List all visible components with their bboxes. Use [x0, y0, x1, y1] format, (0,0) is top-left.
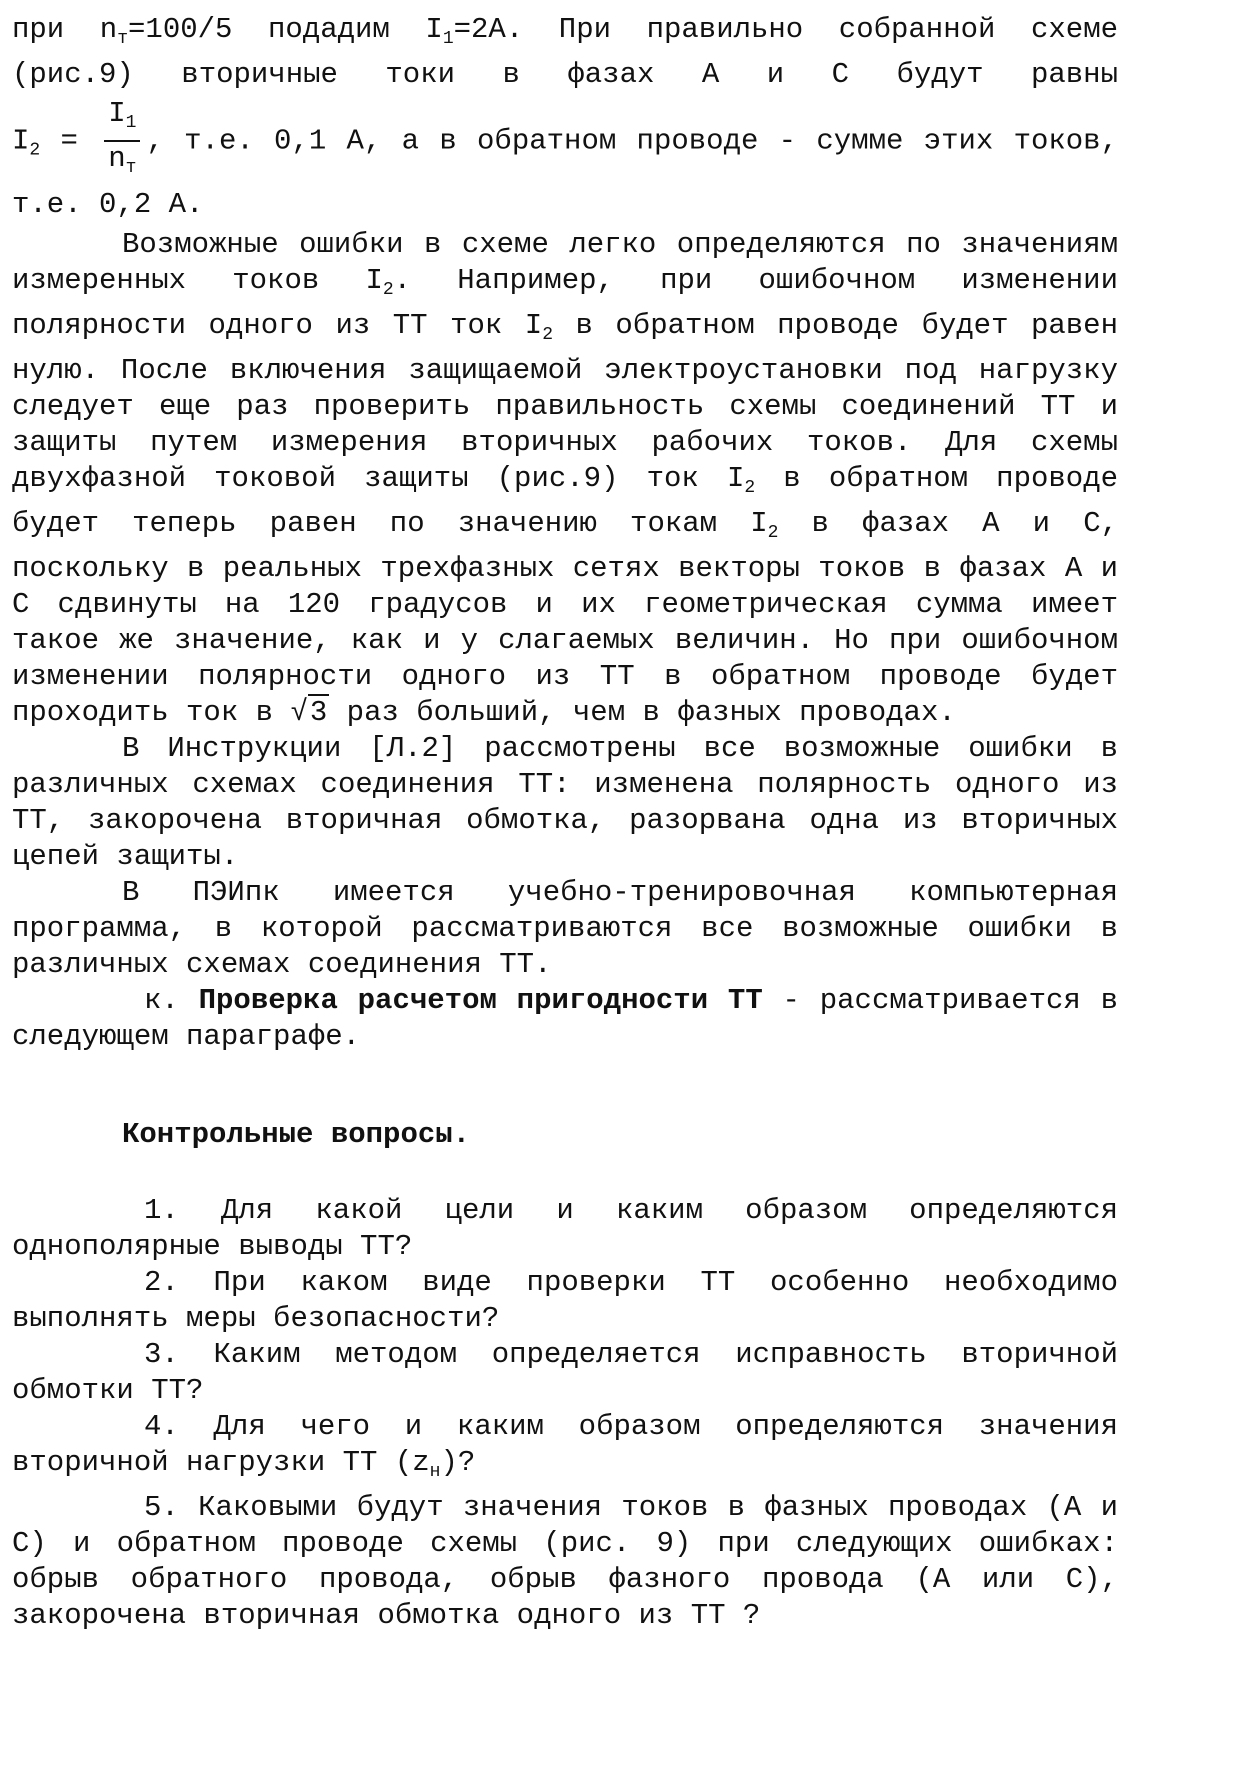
subscript: т	[117, 29, 129, 49]
text: I	[425, 13, 443, 46]
bold-text: Проверка расчетом пригодности ТТ	[198, 984, 763, 1017]
question-4	[12, 1409, 1118, 1490]
fraction-denominator	[104, 142, 140, 185]
text: I	[726, 462, 745, 495]
text: при	[12, 13, 65, 46]
text: 3	[309, 696, 328, 729]
text: раз больший, чем в фазных проводах.	[329, 696, 956, 729]
text: √	[290, 696, 308, 729]
subscript: 2	[744, 478, 756, 498]
text: - рассматривается в следующем параграфе.	[12, 984, 1119, 1053]
text: =	[40, 124, 99, 158]
text: . Например, при ошибочном изменении полярности одного из ТТ ток	[12, 264, 1118, 342]
text: =100/5 подадим	[128, 13, 426, 46]
fraction	[104, 97, 140, 185]
subscript: н	[429, 1462, 441, 1482]
paragraph-equation	[12, 97, 1118, 225]
text: I	[750, 507, 768, 540]
text: )?	[440, 1446, 476, 1479]
paragraph-errors	[12, 227, 1118, 731]
text: I	[12, 124, 30, 158]
paragraph-intro	[12, 12, 1118, 93]
paragraph-instruction: В Инструкции [Л.2] рассмотрены все возможные ошибки в различных схемах соединения ТТ: изменена полярность одного из ТТ, закорочена вторичная обмотка, разорвана одна из вторичных цепей защиты.	[12, 732, 1118, 873]
question-5: 5. Каковыми будут значения токов в фазных проводах (А и С) и обратном проводе схемы (рис. 9) при следующих ошибках: обрыв обратного провода, обрыв фазного провода (А или С), закорочена вторичная обмотка одного из ТТ ?	[12, 1491, 1118, 1632]
subscript: 1	[442, 29, 454, 49]
text: =2А. При правильно собранной схеме (рис.9) вторичные токи в фазах А и С будут равны	[12, 13, 1118, 91]
subscript: т	[125, 158, 137, 178]
text: в фазах А и С, поскольку в реальных трехфазных сетях векторы токов в фазах А и С сдвинуты на 120 градусов и их геометрическая сумма имеет такое же значение, как и у слагаемых величин. Но при ошибочном изменении полярности одного из ТТ в обратном проводе будет проходить ток в	[12, 507, 1119, 729]
section-heading: Контрольные вопросы.	[122, 1118, 471, 1151]
subscript: 2	[767, 523, 779, 543]
text: Возможные ошибки в схеме легко определяются по значениям измеренных токов	[12, 228, 1118, 297]
text: I	[524, 309, 543, 342]
question-2: 2. При каком виде проверки ТТ особенно необходимо выполнять меры безопасности?	[12, 1266, 1118, 1335]
sqrt-symbol	[290, 695, 329, 731]
fraction-numerator	[104, 97, 140, 142]
text: I	[365, 264, 383, 297]
subscript: 1	[125, 113, 137, 133]
paragraph-check	[12, 983, 1118, 1055]
text: к.	[144, 984, 199, 1017]
subscript: 2	[382, 280, 394, 300]
text: I	[108, 97, 126, 130]
text: n	[108, 142, 126, 175]
text: 4. Для чего и каким образом определяются значения вторичной нагрузки ТТ (z	[12, 1410, 1118, 1479]
question-1: 1. Для какой цели и каким образом определяются однополярные выводы ТТ?	[12, 1194, 1118, 1263]
subscript: 2	[542, 325, 553, 345]
paragraph-program: В ПЭИпк имеется учебно-тренировочная компьютерная программа, в которой рассматриваются все возможные ошибки в различных схемах соединения ТТ.	[12, 876, 1118, 981]
text: n	[99, 13, 118, 46]
text: в обратном проводе будет равен нулю. После включения защищаемой электроустановки под нагрузку следует еще раз проверить правильность схемы соединений ТТ и защиты путем измерения вторичных рабочих токов. Для схемы двухфазной токовой защиты (рис.9) ток	[12, 309, 1118, 495]
text: , т.е. 0,1 А, а в обратном проводе - сумме этих токов, т.е. 0,2 А.	[12, 124, 1118, 221]
question-3: 3. Каким методом определяется исправность вторичной обмотки ТТ?	[12, 1338, 1118, 1407]
subscript: 2	[29, 140, 41, 161]
text: в обратном проводе будет теперь равен по значению токам	[12, 462, 1119, 540]
